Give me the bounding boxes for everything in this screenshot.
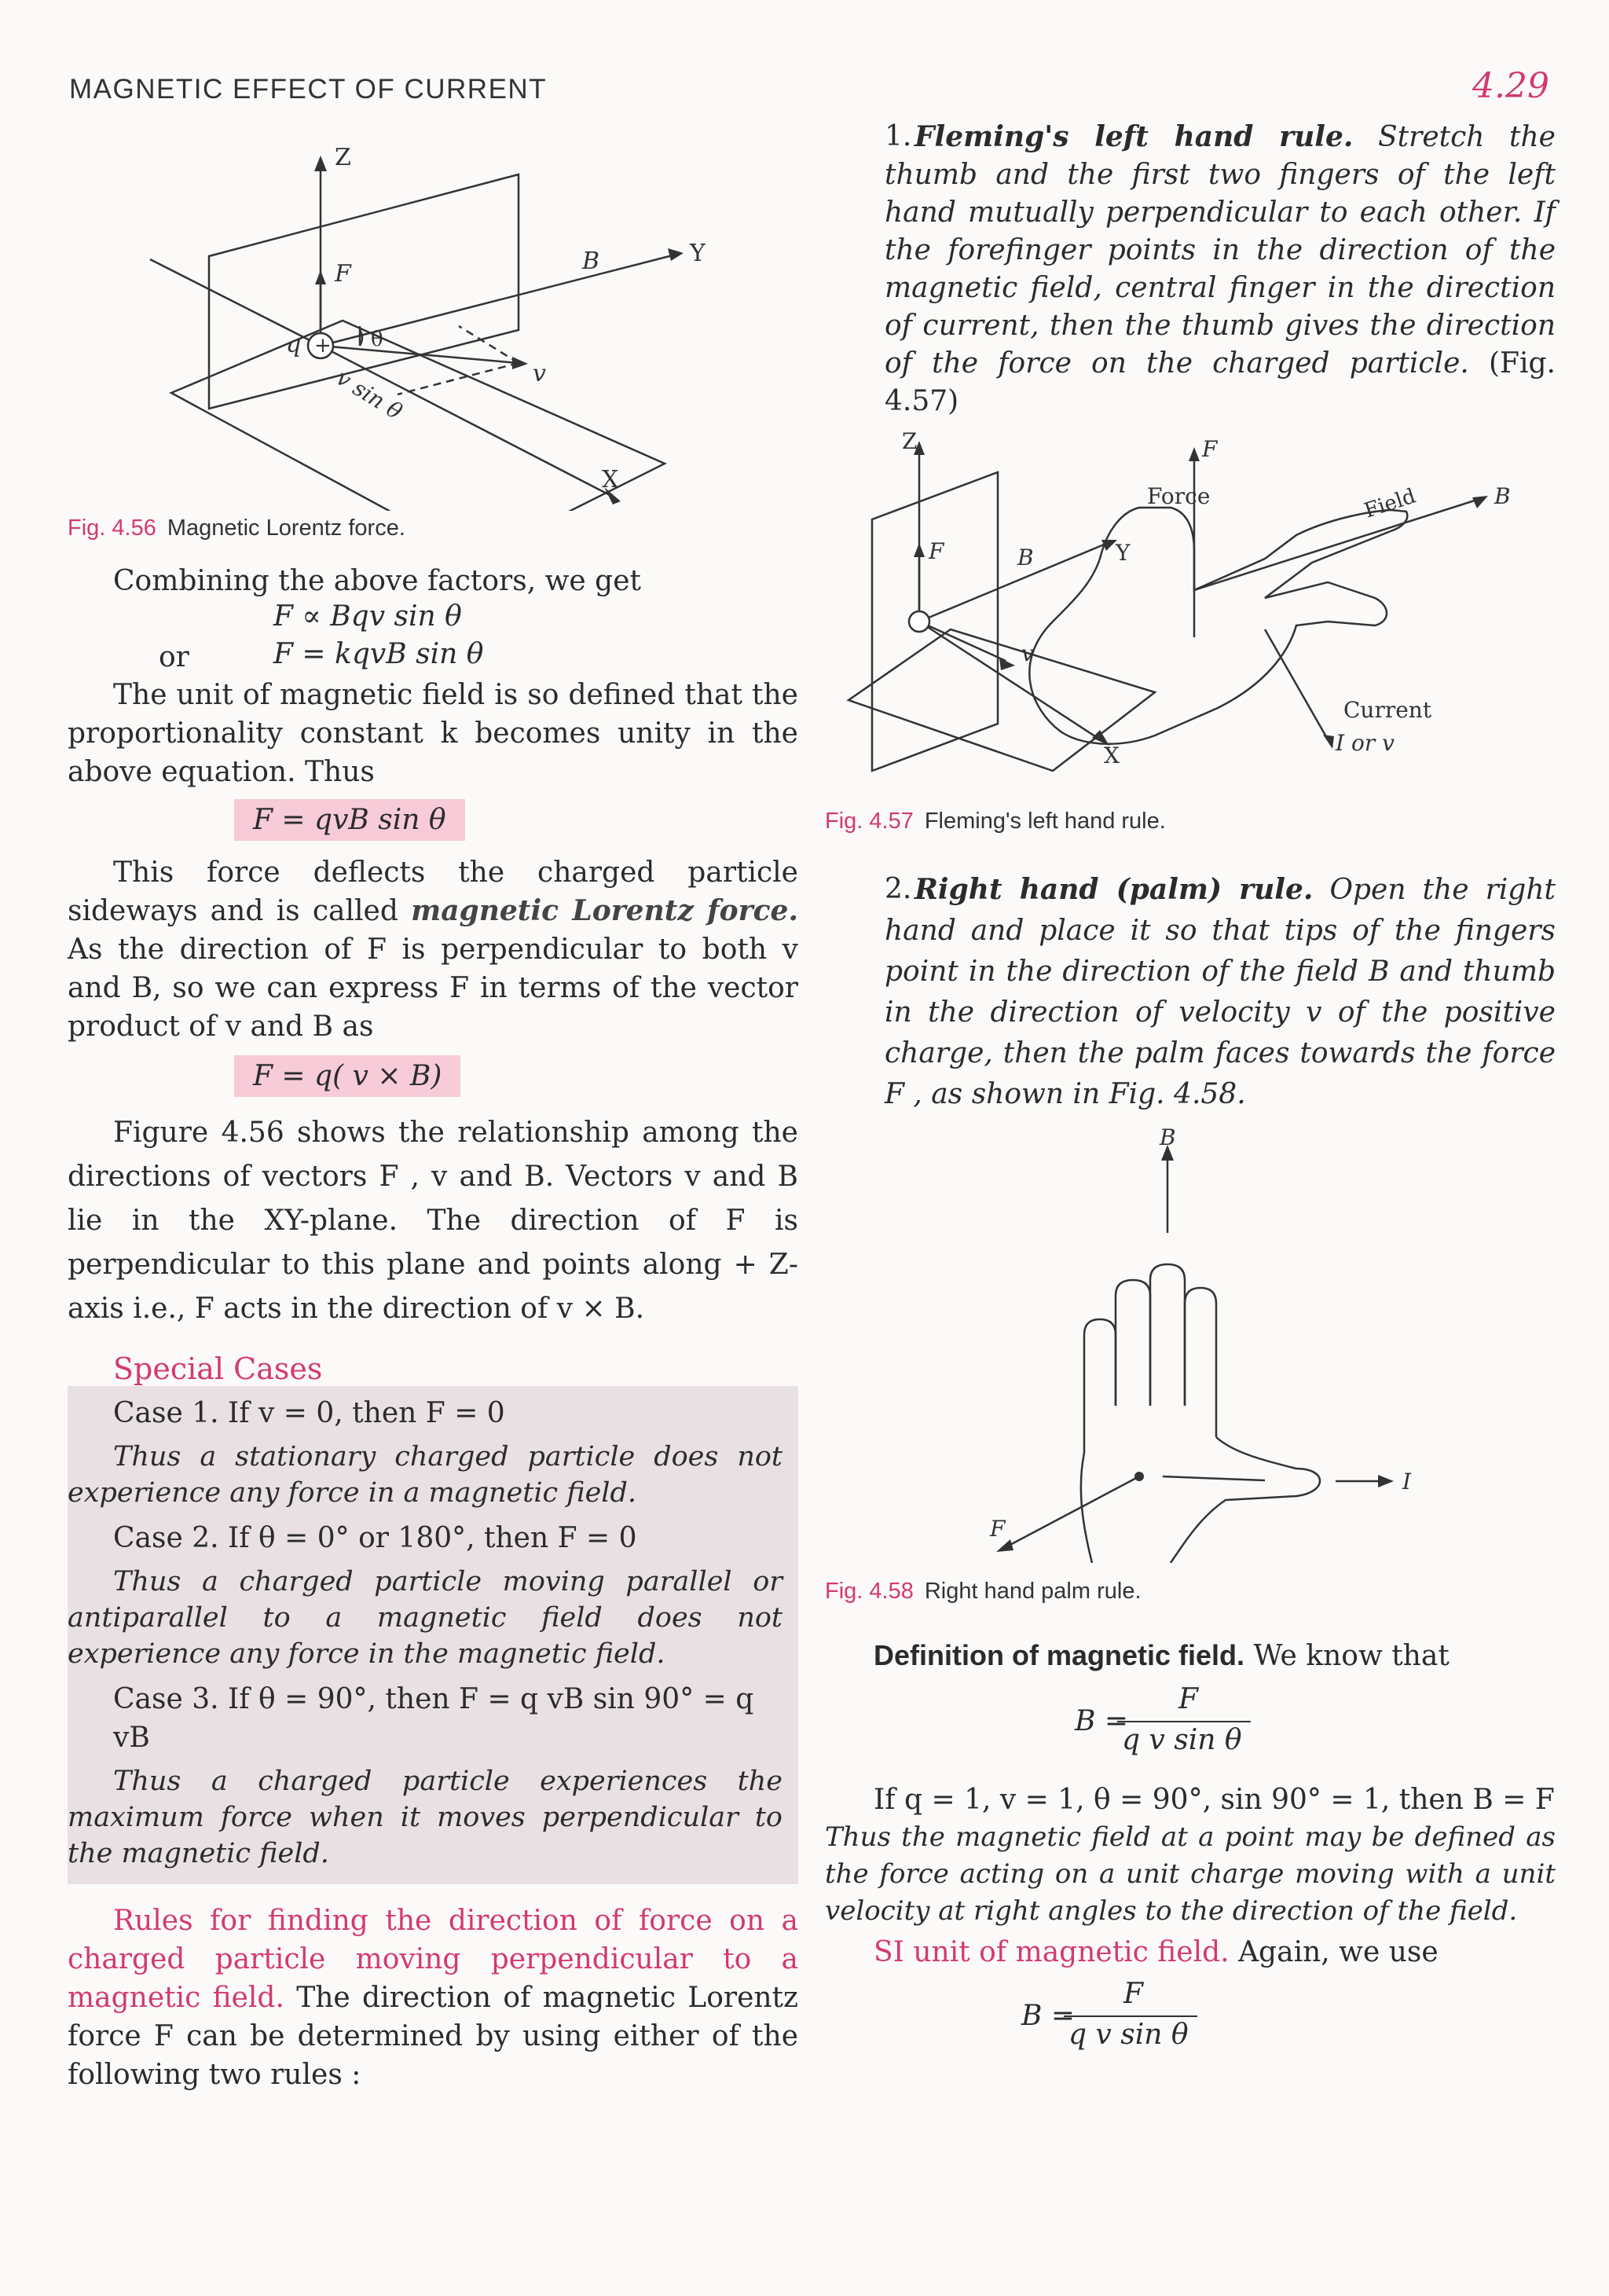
running-title: MAGNETIC EFFECT OF CURRENT bbox=[69, 74, 548, 105]
fig457-f-label: F bbox=[929, 538, 944, 564]
rule2-num: 2. bbox=[885, 873, 912, 905]
si-para bbox=[825, 1933, 1556, 1971]
para-deflects-term: magnetic Lorentz force. bbox=[411, 894, 798, 927]
def-equation bbox=[825, 1683, 1556, 1765]
fig456-theta-label: θ bbox=[371, 328, 383, 351]
special-cases bbox=[68, 1352, 798, 1884]
eq-vector-box bbox=[234, 1055, 798, 1097]
left-column bbox=[68, 118, 798, 2094]
figure-4-58 bbox=[825, 1123, 1556, 1563]
fig457-caption-text: Fleming's left hand rule. bbox=[924, 809, 1166, 834]
case1: Case 1. If v = 0, then F = 0 bbox=[113, 1397, 505, 1429]
fig456-q-label: q bbox=[286, 331, 302, 358]
case1-text: Thus a stationary charged particle does not experience any force in a magnetic field. bbox=[68, 1441, 783, 1509]
eq-vector: F = q( v × B) bbox=[234, 1055, 460, 1097]
fig457-caption bbox=[825, 809, 1556, 834]
fig456-caption-num: Fig. 4.56 bbox=[68, 515, 156, 541]
fig457-f2-label: F bbox=[1202, 436, 1218, 462]
eq-proportional-text: F ∝ Bqv sin θ bbox=[273, 600, 462, 633]
figure-4-57 bbox=[825, 425, 1556, 802]
fig456-caption-text: Magnetic Lorentz force. bbox=[167, 515, 405, 541]
left-para-unit: The unit of magnetic field is so defined that the proportionality constant k becomes unity in the above equation. Thus bbox=[68, 679, 798, 788]
rules-para bbox=[68, 1902, 798, 2094]
eq-k-text: F = kqvB sin θ bbox=[273, 638, 484, 670]
fig457-b-label: B bbox=[1017, 545, 1034, 570]
rule1-num: 1. bbox=[885, 120, 912, 152]
case3: Case 3. If θ = 90°, then F = q vB sin 90° = q vB bbox=[113, 1683, 754, 1754]
left-para-figure: Figure 4.56 shows the relationship among the directions of vectors F , v and B. Vectors v and B lie in the XY-plane. The direction of F is perpendicular to this plane and points along + Z-axis i.e., F acts in the direction of v × B. bbox=[68, 1117, 798, 1325]
fig458-b-label: B bbox=[1160, 1124, 1176, 1150]
para-deflects-a: This force deflects the charged particle sideways and is called bbox=[68, 856, 798, 927]
fig456-z-label: Z bbox=[335, 144, 351, 171]
fig456-f-label: F bbox=[335, 260, 351, 288]
fig457-y-label: Y bbox=[1116, 540, 1131, 566]
si-eq-num: F bbox=[1123, 1978, 1143, 2010]
fig457-x-label: X bbox=[1104, 743, 1120, 768]
fig457-caption-num: Fig. 4.57 bbox=[825, 809, 914, 834]
rule1-title: Fleming's left hand rule. bbox=[914, 120, 1354, 153]
fig457-z-label: Z bbox=[902, 428, 918, 454]
special-cases-box bbox=[68, 1386, 798, 1884]
rule1-ref: (Fig. 4.57) bbox=[885, 347, 1556, 417]
fig458-i-label: I bbox=[1402, 1469, 1412, 1495]
fig457-current-label: Current bbox=[1343, 697, 1432, 723]
left-para-deflects bbox=[68, 853, 798, 1046]
fig456-caption bbox=[68, 515, 798, 541]
case2: Case 2. If θ = 0° or 180°, then F = 0 bbox=[113, 1522, 637, 1554]
or-label: or bbox=[159, 641, 189, 673]
definition-title: Definition of magnetic field. bbox=[874, 1639, 1245, 1671]
eq-qvb: F = qvB sin θ bbox=[234, 799, 465, 841]
definition-italic: Thus the magnetic field at a point may be defined as the force acting on a unit charge moving with a unit velocity at right angles to the direction of the field. bbox=[825, 1821, 1556, 1927]
para-deflects-c: As the direction of F is perpendicular to both v and B, so we can express F in terms of the vector product of v and B as bbox=[68, 933, 798, 1043]
eq-qvb-box bbox=[234, 799, 798, 841]
def-eq-den: q v sin θ bbox=[1122, 1724, 1242, 1756]
figure-4-56 bbox=[68, 118, 798, 511]
fig457-force-label: Force bbox=[1147, 483, 1211, 509]
fig457-field-label: Field bbox=[1361, 484, 1419, 523]
si-equation bbox=[825, 1978, 1556, 2056]
fig458-caption-text: Right hand palm rule. bbox=[924, 1579, 1142, 1604]
fig456-plus: + bbox=[314, 334, 332, 358]
left-para-combining: Combining the above factors, we get bbox=[113, 565, 641, 597]
si-text: Again, we use bbox=[1238, 1936, 1439, 1968]
eq-k bbox=[68, 638, 798, 676]
case2-text: Thus a charged particle moving parallel or antiparallel to a magnetic field does not experience any force in the magnetic field. bbox=[68, 1566, 783, 1670]
fig456-v-label: v bbox=[533, 360, 546, 387]
fig457-iorv-label: I or v bbox=[1336, 730, 1395, 756]
definition-para bbox=[825, 1636, 1556, 1675]
rules-heading: Rules for finding the direction of force on a charged particle moving perpendicular to a magnetic field. bbox=[68, 1905, 798, 2014]
definition-text: We know that bbox=[1253, 1640, 1450, 1672]
if-line: If q = 1, v = 1, θ = 90°, sin 90° = 1, then B = F bbox=[874, 1784, 1555, 1816]
rule2-text: Open the right hand and place it so that tips of the fingers point in the direction of the field B and thumb in the direction of velocity v of the positive charge, then the palm faces towards the force F , as shown in Fig. 4.58. bbox=[885, 874, 1556, 1110]
fig456-y-label: Y bbox=[690, 240, 706, 267]
fig458-caption-num: Fig. 4.58 bbox=[825, 1579, 914, 1604]
def-eq-num: F bbox=[1178, 1683, 1198, 1715]
special-cases-title: Special Cases bbox=[113, 1352, 323, 1386]
page-number: 4.29 bbox=[1472, 66, 1549, 106]
case3-text: Thus a charged particle experiences the maximum force when it moves perpendicular to the magnetic field. bbox=[68, 1766, 783, 1869]
si-title: SI unit of magnetic field. bbox=[874, 1936, 1230, 1968]
eq-proportional bbox=[68, 600, 798, 638]
def-eq-lhs: B = bbox=[1075, 1705, 1129, 1737]
rule2-title: Right hand (palm) rule. bbox=[914, 873, 1314, 906]
si-eq-den: q v sin θ bbox=[1068, 2019, 1189, 2051]
fig457-v-label: v bbox=[1021, 640, 1034, 666]
fig456-vsin-label: v sin θ bbox=[332, 364, 407, 425]
rule2 bbox=[825, 869, 1556, 1115]
rule1 bbox=[825, 118, 1556, 420]
rule1-text: Stretch the thumb and the first two fingers of the left hand mutually perpendicular to each other. If the forefinger points in the direction of the magnetic field, central finger in the direction of current, then the thumb gives the direction of the force on the charged particle. bbox=[885, 121, 1556, 380]
right-column bbox=[825, 118, 1556, 2056]
si-eq-lhs: B = bbox=[1021, 2000, 1076, 2032]
rules-text: The direction of magnetic Lorentz force F can be determined by using either of the following two rules : bbox=[68, 1982, 798, 2091]
fig457-b2-label: B bbox=[1494, 483, 1511, 509]
fig456-x-label: X bbox=[602, 466, 619, 493]
fig456-b-label: B bbox=[582, 248, 600, 275]
fig458-f-label: F bbox=[990, 1516, 1006, 1542]
fig458-caption bbox=[825, 1579, 1556, 1605]
